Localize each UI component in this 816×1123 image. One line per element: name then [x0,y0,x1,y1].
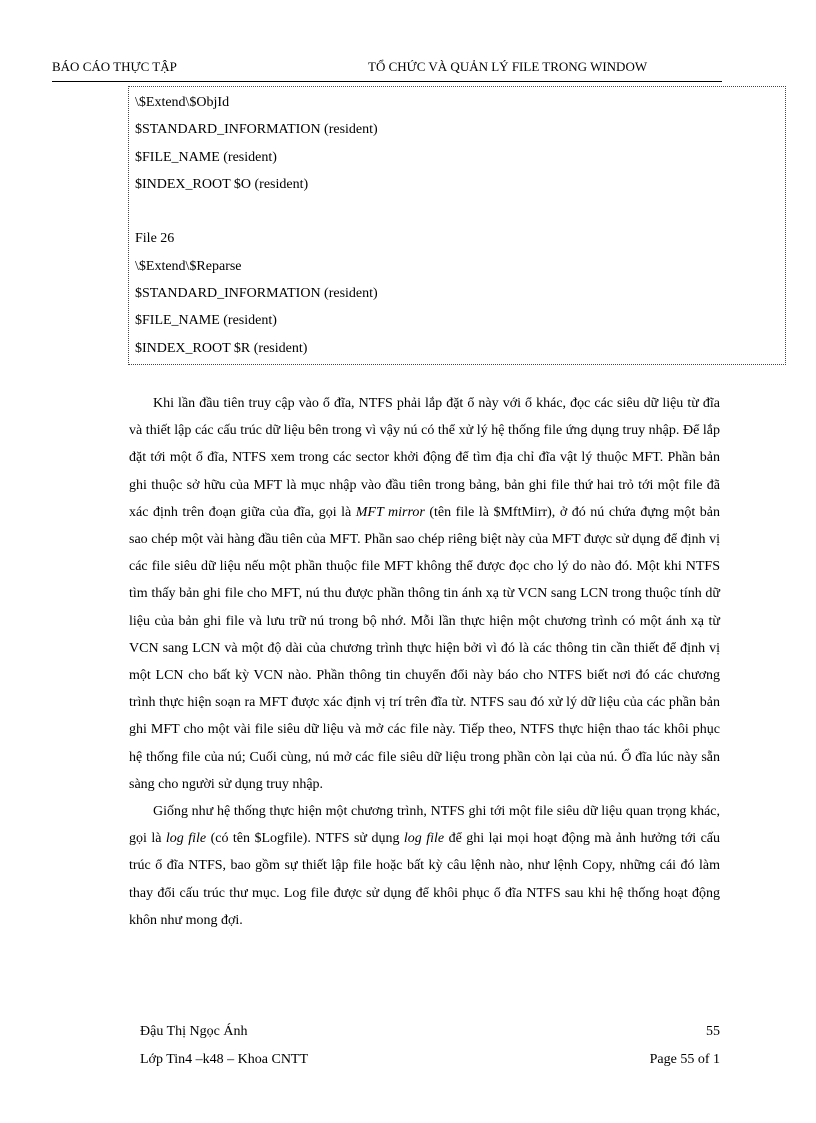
paragraph-log-file [129,798,720,934]
code-line: $FILE_NAME (resident) [135,149,277,165]
paragraph-text: Giống như hệ thống thực hiện một chương trình, NTFS ghi tới một file siêu dữ liệu quan trọng khác, gọi là [129,804,720,847]
code-line: $STANDARD_INFORMATION (resident) [135,286,378,302]
paragraph-text: Khi lần đầu tiên truy cập vào ổ đĩa, NTFS phải lắp đặt ổ này với ổ khác, đọc các siêu dữ liệu từ đĩa và thiết lập các cấu trúc dữ liệu bên trong vì vậy nú có thể xử lý hệ thống file ứng dụng truy nhập. Để lắp đặt tới một ổ đĩa, NTFS xem trong các sector khởi động để tìm địa chỉ đĩa vật lý thuộc MFT. Phần bản ghi thuộc sở hữu của MFT là mục nhập vào đầu tiên trong bảng, bản ghi file thứ hai trỏ tới một file đã xác định trên đoạn giữa của đĩa, gọi là [129,396,720,520]
footer-page-of: Page 55 of 1 [649,1052,720,1067]
paragraph-text: (tên file là $MftMirr), ở đó nú chứa đựng một bản sao chép một vài hàng đầu tiên của MFT. Phần sao chép riêng biệt này của MFT được sử dụng để định vị các file siêu dữ liệu nếu một phần thuộc file MFT không thể được đọc cho lý do nào đó. Một khi NTFS tìm thấy bản ghi file cho MFT, nú thu được phần thông tin ánh xạ từ VCN sang LCN trong thuộc tính dữ liệu của bản ghi file và lưu trữ nú trong bộ nhớ. Mỗi lần thực hiện một chương trình có một ánh xạ từ VCN sang LCN và một độ dài của chương trình thực hiện bởi vì đó là các thông tin cần thiết để định vị một LCN cho bất kỳ VCN nào. Phần thông tin chuyển đổi này báo cho NTFS biết nơi đó các chương trình thực hiện soạn ra MFT được xác định vị trí trên đĩa từ. NTFS sau đó xử lý dữ liệu của các phần bản ghi MFT cho một vài file siêu dữ liệu và mở các file này. Tiếp theo, NTFS thực hiện thao tác khôi phục hệ thống file của nú; Cuối cùng, nú mở các file siêu dữ liệu trong phần còn lại của nú. Ổ đĩa lúc này sẵn sàng cho người sử dụng truy nhập. [129,504,720,792]
code-line: $INDEX_ROOT $R (resident) [135,340,308,356]
code-line: File 26 [135,231,175,247]
header-document-title: TỔ CHỨC VÀ QUẢN LÝ FILE TRONG WINDOW [368,59,648,74]
footer-page-number: 55 [706,1024,720,1039]
page-header [52,57,722,82]
code-line: $FILE_NAME (resident) [135,313,277,329]
code-line: $INDEX_ROOT $O (resident) [135,176,309,192]
body-text [129,390,720,934]
code-line-blank [135,198,785,225]
code-line: \$Extend\$ObjId [135,95,230,110]
paragraph-text: (có tên $Logfile). NTFS sử dụng [206,831,404,847]
footer-class: Lớp Tin4 –k48 – Khoa CNTT [140,1052,309,1067]
footer-author: Đậu Thị Ngọc Ánh [140,1024,248,1039]
italic-term: log file [165,831,207,847]
paragraph-ntfs-mount [129,390,720,798]
header-report-title: BÁO CÁO THỰC TẬP [52,59,177,74]
code-listing-box [128,86,786,365]
code-line: \$Extend\$Reparse [135,258,242,274]
paragraph-text: để ghi lại mọi hoạt động mà ảnh hưởng tới cấu trúc ổ đĩa NTFS, bao gồm sự thiết lập file hoặc bất kỳ câu lệnh nào, như lệnh Copy, những cái đó làm thay đổi cấu trúc thư mục. Log file được sử dụng để khôi phục ổ đĩa NTFS sau khi hệ thống hoạt động khôn như mong đợi. [129,831,721,928]
code-line: $STANDARD_INFORMATION (resident) [135,122,378,138]
italic-term: MFT mirror [355,504,425,520]
italic-term: log file [403,831,445,847]
